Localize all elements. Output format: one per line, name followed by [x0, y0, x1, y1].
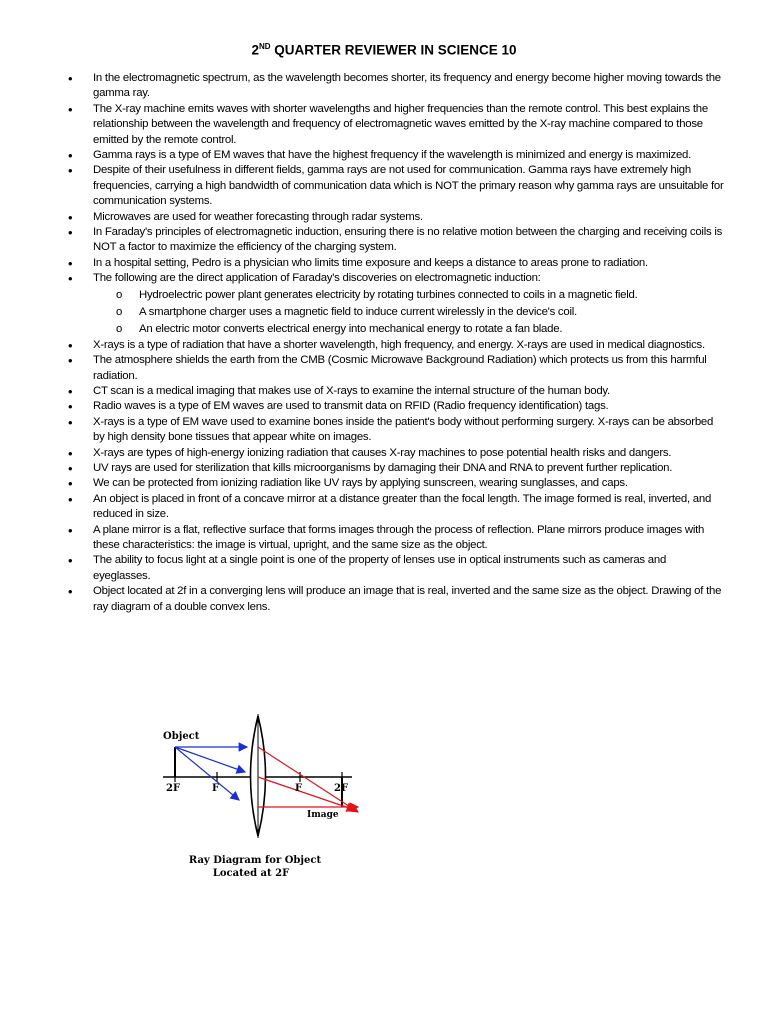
list-item: • We can be protected from ionizing radiation like UV rays by applying sunscreen, wearing sunglasses, and caps. — [68, 476, 724, 491]
list-item: • UV rays are used for sterilization that kills microorganisms by damaging their DNA and RNA to prevent further replication. — [68, 461, 724, 476]
list-item: • Microwaves are used for weather forecasting through radar systems. — [68, 210, 724, 225]
list-item: • The X-ray machine emits waves with shorter wavelengths and higher frequencies than the remote control. This best explains the relationship between the wavelength and frequency of electromagnetic waves emitted by the X-ray machine compared to those emitted by the remote control. — [68, 102, 724, 148]
sub-list-item: o A smartphone charger uses a magnetic field to induce current wirelessly in the device's coil. — [113, 304, 724, 321]
list-item-with-subitems — [68, 271, 724, 337]
object-label: Object — [163, 731, 200, 742]
page-title — [0, 42, 768, 58]
list-item: • The atmosphere shields the earth from the CMB (Cosmic Microwave Background Radiation) which protects us from this harmful radiation. — [68, 353, 724, 384]
sub-list-item: o An electric motor converts electrical energy into mechanical energy to rotate a fan blade. — [113, 321, 724, 338]
list-item-text: The following are the direct application of Faraday's discoveries on electromagnetic induction: — [93, 272, 541, 285]
title-superscript: ND — [258, 42, 271, 51]
list-item: • In a hospital setting, Pedro is a physician who limits time exposure and keeps a distance to areas prone to radiation. — [68, 256, 724, 271]
image-label: Image — [307, 810, 339, 820]
right-2f-label: 2F — [334, 783, 349, 794]
reviewer-list — [68, 71, 724, 615]
list-item: • In the electromagnetic spectrum, as the wavelength becomes shorter, its frequency and energy become higher moving towards the gamma ray. — [68, 71, 724, 102]
list-item: • Object located at 2f in a converging lens will produce an image that is real, inverted and the same size as the object. Drawing of the ray diagram of a double convex lens. — [68, 584, 724, 615]
list-item: • A plane mirror is a flat, reflective surface that forms images through the process of reflection. Plane mirrors produce images with these characteristics: the image is virtual, upright, and the same size as the object. — [68, 523, 724, 554]
list-item: • X-rays are types of high-energy ionizing radiation that causes X-ray machines to pose potential health risks and dangers. — [68, 446, 724, 461]
list-item: • Despite of their usefulness in different fields, gamma rays are not used for communication. Gamma rays have extremely high frequencies, carrying a high bandwidth of communication data which is NOT the primary reason why gamma rays are unsuitable for communication systems. — [68, 163, 724, 209]
incident-ray-through-focus — [175, 747, 239, 800]
diagram-caption-line1: Ray Diagram for Object — [188, 855, 322, 866]
sub-list-item: o Hydroelectric power plant generates electricity by rotating turbines connected to coils in a magnetic field. — [113, 287, 724, 304]
list-item: • The ability to focus light at a single point is one of the property of lenses use in optical instruments such as cameras and eyeglasses. — [68, 553, 724, 584]
list-item: • Radio waves is a type of EM waves are used to transmit data on RFID (Radio frequency identification) tags. — [68, 399, 724, 414]
list-item: • An object is placed in front of a concave mirror at a distance greater than the focal length. The image formed is real, inverted, and reduced in size. — [68, 492, 724, 523]
sub-list — [93, 287, 724, 338]
list-item: • CT scan is a medical imaging that makes use of X-rays to examine the internal structure of the human body. — [68, 384, 724, 399]
left-f-label: F — [212, 783, 220, 794]
list-item: • Gamma rays is a type of EM waves that have the highest frequency if the wavelength is minimized and energy is maximized. — [68, 148, 724, 163]
title-prefix: 2 — [251, 42, 259, 58]
list-item: • X-rays is a type of EM wave used to examine bones inside the patient's body without performing surgery. X-rays can be absorbed by high density bone tissues that appear white on images. — [68, 415, 724, 446]
title-rest: QUARTER REVIEWER IN SCIENCE 10 — [270, 42, 517, 58]
list-item: • X-rays is a type of radiation that have a shorter wavelength, high frequency, and energy. X-rays are used in medical diagnostics. — [68, 338, 724, 353]
incident-ray-through-center — [175, 747, 245, 772]
ray-diagram-figure — [155, 710, 375, 885]
list-item: • In Faraday's principles of electromagnetic induction, ensuring there is no relative motion between the charging and receiving coils is NOT a factor to maximize the efficiency of the charging system. — [68, 225, 724, 256]
diagram-caption-line2: Located at 2F — [212, 868, 290, 879]
right-f-label: F — [295, 783, 303, 794]
left-2f-label: 2F — [166, 783, 181, 794]
